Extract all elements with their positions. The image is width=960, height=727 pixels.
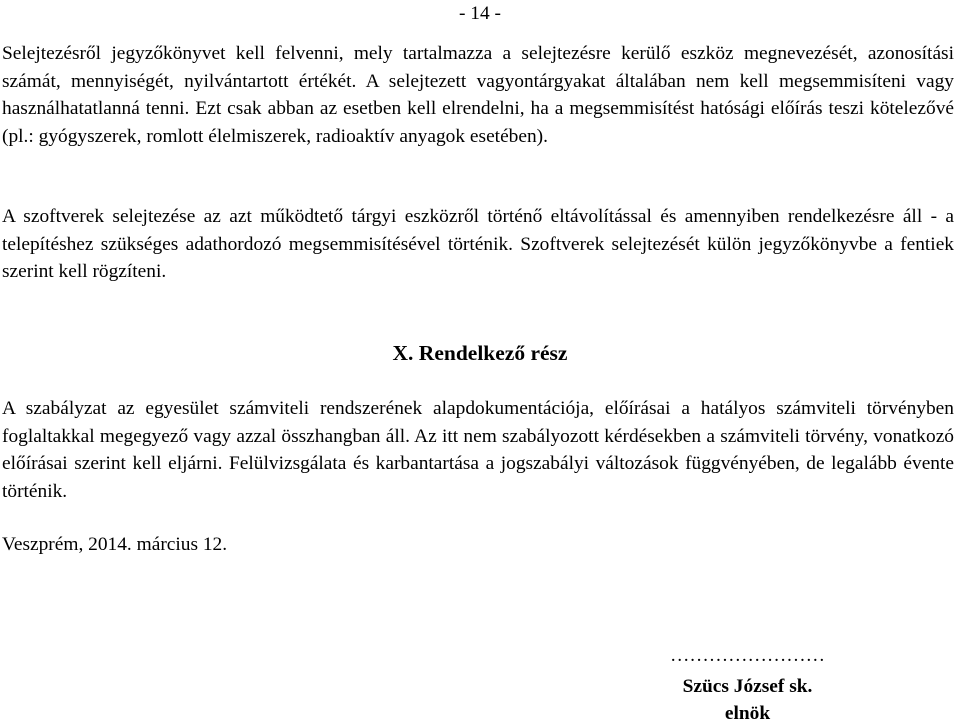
paragraph-software-scrapping: A szoftverek selejtezése az azt működtető tárgyi eszközről történő eltávolítással és amennyiben rendelkezésre áll - a telepítéshez szükséges adathordozó megsemmisítésével történik. Szoftverek selejtezését külön jegyzőkönyvbe a fentiek szerint kell rögzíteni. — [2, 206, 954, 283]
paragraph-final-provisions: A szabályzat az egyesület számviteli rendszerének alapdokumentációja, előírásai a hatályos számviteli törvényben foglaltakkal megegyező vagy azzal összhangban áll. Az itt nem szabályozott kérdésekben a számviteli törvény, vonatkozó előírásai szerint kell eljárni. Felülvizsgálata és karbantartása a jogszabályi változások függvényében, de legalább évente történik. — [2, 398, 954, 502]
signature-line: …………………… — [669, 645, 826, 666]
page-number: - 14 - — [458, 3, 501, 24]
signature-block — [600, 642, 895, 727]
paragraph-scrapping-minutes: Selejtezésről jegyzőkönyvet kell felvenni, mely tartalmazza a selejtezésre kerülő eszköz megnevezését, azonosítási számát, mennyiségét, nyilvántartott értékét. A selejtezett vagyontárgyakat általában nem kell megsemmisíteni vagy használhatatlanná tenni. Ezt csak abban az esetben kell elrendelni, ha a megsemmisítést hatósági előírás teszi kötelezővé (pl.: gyógyszerek, romlott élelmiszerek, radioaktív anyagok esetében). — [2, 43, 954, 147]
place-and-date: Veszprém, 2014. március 12. — [2, 534, 228, 555]
signatory-role: elnök — [724, 703, 771, 724]
signatory-name: Szücs József sk. — [682, 676, 813, 697]
section-title: X. Rendelkező rész — [392, 341, 568, 365]
